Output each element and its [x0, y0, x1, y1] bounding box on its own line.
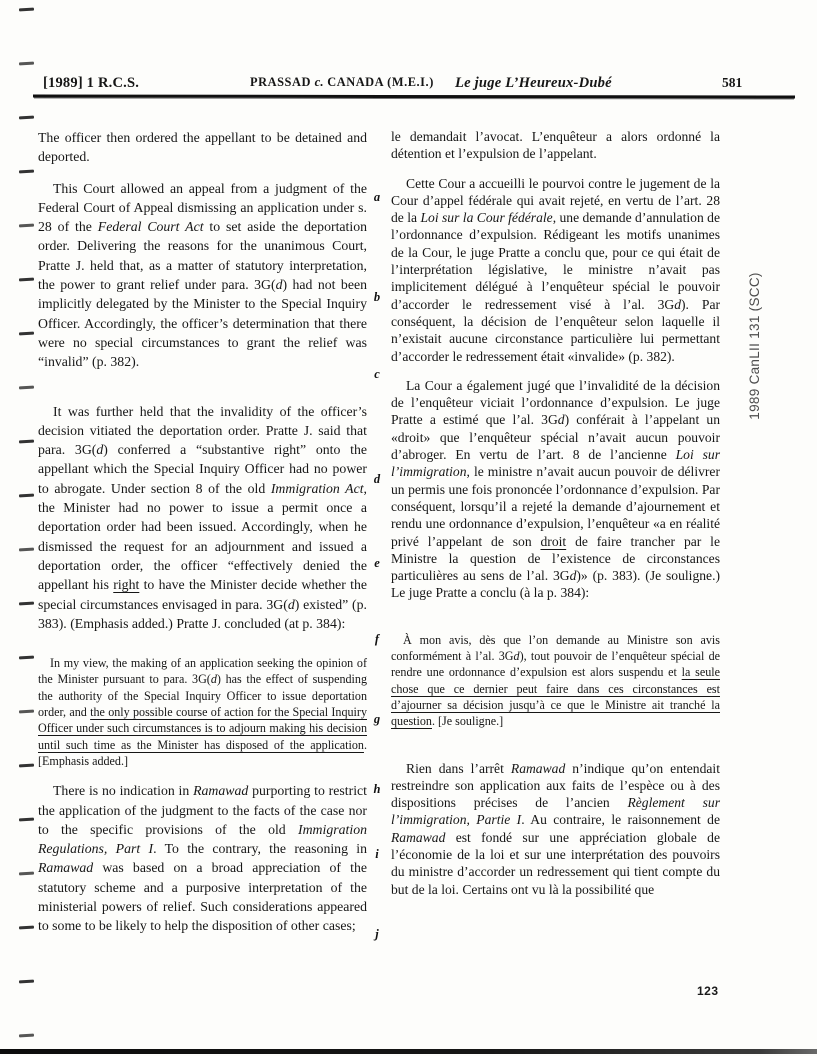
scan-mark [19, 278, 34, 282]
scan-mark [19, 872, 34, 876]
text-run: ) conferred a “substantive right” onto the appellant which the Special Inquiry Officer had no power to abrogate. Under section 8 of the old [38, 442, 367, 496]
italic-text: d [569, 568, 577, 584]
italic-text: Federal Court Act [97, 219, 204, 235]
paragraph [38, 128, 367, 167]
scan-mark [19, 8, 34, 12]
header-rule [33, 94, 795, 98]
case-title [250, 75, 434, 90]
text-run: It was further held that the invalidity of the officer’s decision vitiated the deportation order. Pratte J. said that para. 3G( [38, 403, 367, 458]
underlined-text: right [113, 577, 140, 593]
text-run: . [Je souligne.] [431, 714, 504, 729]
text-run: PRASSAD [250, 75, 315, 89]
margin-letter-g: g [373, 712, 381, 726]
scan-mark [19, 980, 34, 984]
text-run: À mon avis, dès que l’on demande au Ministre son avis conformément à l’al. 3G [391, 632, 720, 664]
text-run: Rien dans l’arrêt [406, 760, 511, 776]
text-run: , le ministre n’avait aucun pouvoir de délivrer un permis une fois prononcée l’ordonnance d’expulsion. Par conséquent, lorsqu’il a rejeté la demande d’ajournement et rendu une ordonnance d’expulsion, l’enquêteur «a en réalité privé l’appelant de son [391, 464, 720, 549]
text-run: . To the contrary, the reasoning in [153, 841, 367, 857]
italic-text: Ramawad [38, 860, 94, 876]
scan-mark [19, 332, 34, 336]
italic-text: Immigration Act [270, 480, 364, 496]
paragraph [391, 175, 720, 365]
scan-mark [19, 926, 34, 930]
text-run: de faire trancher par le Ministre la question de l’existence de circonstances particulières au sens de l’al. 3G [391, 533, 720, 584]
block-quote [38, 655, 367, 769]
scan-mark [19, 494, 34, 498]
text-run: La Cour a également jugé que l’invalidité de la décision de l’enquêteur viciait l’ordonnance d’expulsion. Le juge Pratte a estimé que l’al. 3G [391, 377, 720, 428]
margin-letter-c: c [374, 367, 380, 381]
italic-text: d [287, 596, 295, 612]
text-run: . [Emphasis added.] [38, 737, 367, 768]
italic-text: d [210, 672, 217, 687]
french-column [391, 128, 720, 910]
text-run: was based on a broad appreciation of the statutory scheme and a purposive interpretation of the ministerial powers of relief. Such considerations appeared to some to be likely to help the disposition of other cases; [38, 860, 367, 934]
italic-text: Ramawad [510, 760, 566, 776]
margin-letter-f: f [374, 632, 380, 646]
italic-text: d [275, 277, 283, 293]
margin-letter-d: d [373, 472, 381, 486]
text-run: to set aside the deportation order. Delivering the reasons for the unanimous Court, Pratte J. held that, as a matter of statutory interpretation, the power to grant relief under para. 3G( [38, 219, 367, 293]
margin-letter-j: j [375, 927, 379, 941]
text-run: to have the Minister decide whether the special circumstances envisaged in para. 3G( [38, 577, 367, 612]
judge-name: Le juge L’Heureux-Dubé [455, 75, 612, 91]
italic-text: Ramawad [193, 783, 249, 799]
margin-letter-i: i [375, 847, 379, 861]
footer-page-number: 123 [697, 984, 719, 998]
scan-mark [19, 386, 34, 390]
scan-bottom-edge [0, 1049, 817, 1054]
text-run: ) conférait à l’appelant un «droit» que l’enquêteur spécial n’avait aucun pouvoir d’abroger. En vertu de l’art. 8 de l’ancienne [391, 412, 720, 463]
italic-text: Loi sur la Cour fédérale [420, 210, 553, 226]
scan-mark [19, 818, 34, 822]
text-run: ). Par conséquent, la décision de l’enquêteur selon laquelle il n’existait aucune circonstance particulière lui permettant d’accorder le redressement était «invalide» (p. 382). [391, 296, 721, 364]
text-run: . Au contraire, le raisonnement de [521, 812, 721, 828]
italic-text: d [557, 412, 565, 428]
scan-mark [19, 440, 34, 444]
text-run: ) has the effect of suspending the authority of the Special Inquiry Officer to issue deportation order, and [38, 672, 367, 720]
text-run: ) existed” (p. 383). (Emphasis added.) Pratte J. concluded (at p. 384): [38, 596, 368, 631]
paragraph [38, 402, 367, 634]
underlined-text: the only possible course of action for the Special Inquiry Officer under such circumstances is to adjourn making his decision until such time as the Minister has disposed of the application [38, 705, 367, 752]
italic-text: Règlement sur l’immigration, Partie I [391, 795, 720, 828]
italic-text: c. [314, 75, 324, 89]
text-run: )» (p. 383). (Je souligne.) Le juge Pratte a conclu (à la p. 384): [391, 568, 720, 601]
margin-letter-e: e [374, 556, 380, 570]
text-run: The officer then ordered the appellant to be detained and deported. [38, 130, 367, 165]
reporter-citation: [1989] 1 R.C.S. [43, 75, 140, 91]
paragraph [391, 760, 720, 898]
canlii-watermark: 1989 CanLII 131 (SCC) [747, 272, 762, 420]
margin-letter-b: b [373, 290, 381, 304]
scan-mark [19, 548, 34, 552]
text-run: , une demande d’annulation de l’ordonnance d’expulsion. Rédigeant les motifs unanimes de la Cour, le juge Pratte a conclu que, pour ce qui était de l’interprétation législative, le ministre n’avait pas implicitement délégué à l’enquêteur spécial le pouvoir d’accorder le redressement visé à l’al. 3G [391, 210, 720, 312]
text-run: This Court allowed an appeal from a judgment of the Federal Court of Appeal dismissing an application under s. 28 of the [38, 180, 367, 235]
text-run: ) had not been implicitly delegated by the Minister to the Special Inquiry Officer. Accordingly, the officer’s determination that there were no special circumstances to grant the relief was “invalid” (p. 382). [38, 277, 367, 370]
text-run: CANADA (M.E.I.) [323, 75, 434, 89]
text-run: In my view, the making of an application seeking the opinion of the Minister pursuant to para. 3G( [38, 656, 367, 687]
italic-text: Loi sur l’immigration [391, 447, 720, 480]
margin-letter-a: a [373, 190, 381, 204]
scan-mark [19, 710, 34, 714]
text-run: n’indique qu’on entendait restreindre son application aux faits de l’espèce ou à des dispositions précises de l’ancien [391, 760, 720, 811]
italic-text: Immigration Regulations, Part I [38, 821, 367, 857]
paragraph [38, 781, 367, 935]
scan-mark [19, 602, 34, 606]
italic-text: d [513, 649, 520, 664]
report-page-number: 581 [722, 75, 743, 90]
text-run: ), tout pouvoir de l’enquêteur spécial de rendre une ordonnance d’expulsion est alors suspendu et [391, 649, 720, 680]
scan-mark [19, 656, 34, 660]
text-run: le demandait l’avocat. L’enquêteur a alors ordonné la détention et l’expulsion de l’appelant. [391, 129, 720, 162]
text-run: Cette Cour a accueilli le pourvoi contre le jugement de la Cour d’appel fédérale qui avait rejeté, en vertu de l’art. 28 de la [391, 175, 720, 226]
paragraph [391, 377, 720, 602]
scan-mark [19, 116, 34, 120]
scan-mark [19, 170, 34, 174]
margin-letter-h: h [373, 782, 381, 796]
text-run: purporting to restrict the application of the judgment to the facts of the case nor to the specific provisions of the old [38, 783, 367, 837]
english-column [38, 128, 367, 948]
scan-mark [19, 764, 34, 768]
scan-mark [19, 62, 34, 66]
text-run: est fondé sur une appréciation globale de l’économie de la loi et sur une interprétation des pouvoirs du ministre d’accorder un redressement qui tient compte du but de la loi. Certains ont vu là la possibilité que [391, 829, 720, 897]
text-run: , the Minister had no power to issue a permit once a deportation order had been issued. Accordingly, when he dismissed the request for an adjournment and issued a deportation order, the officer “effectively denied the appellant his [38, 480, 367, 593]
underlined-text: la seule chose que ce dernier peut faire dans ces circonstances est d’ajourner sa décision jusqu’à ce que le Ministre ait tranché la question [391, 665, 720, 729]
underlined-text: droit [540, 533, 567, 549]
italic-text: d [96, 442, 104, 458]
block-quote [391, 632, 720, 730]
paragraph [38, 179, 367, 372]
italic-text: Ramawad [391, 829, 446, 845]
scan-mark [19, 1034, 34, 1038]
text-run: There is no indication in [53, 783, 194, 799]
italic-text: d [674, 296, 682, 312]
paragraph [391, 128, 720, 163]
scan-mark [19, 224, 34, 228]
